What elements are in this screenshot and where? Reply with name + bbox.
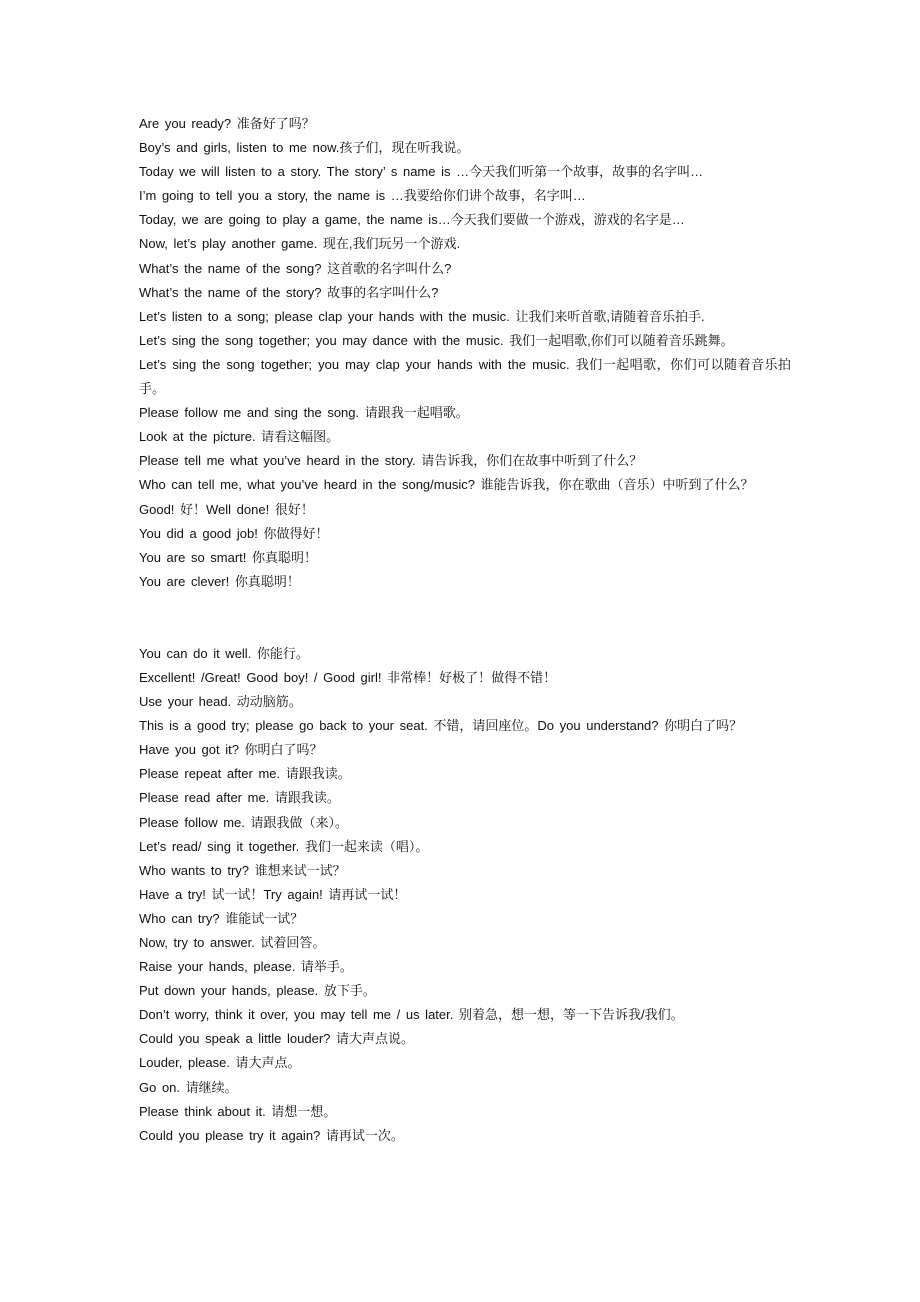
phrase-line: Let’s sing the song together; you may dance with the music. 我们一起唱歌,你们可以随着音乐跳舞。 xyxy=(139,332,734,348)
phrase-line: Put down your hands, please. 放下手。 xyxy=(139,983,376,999)
phrase-line: You are clever! 你真聪明！ xyxy=(139,573,300,589)
phrase-line: Good! 好！Well done! 很好！ xyxy=(139,501,314,517)
phrase-line: Now, try to answer. 试着回答。 xyxy=(139,935,326,950)
phrase-line: Have you got it? 你明白了吗？ xyxy=(139,742,323,758)
phrase-line: Please follow me. 请跟我做（来）。 xyxy=(139,814,348,830)
phrase-line: This is a good try; please go back to your seat. 不错，请回座位。Do you understand? 你明白了吗？ xyxy=(139,718,743,734)
phrase-line: Who can try? 谁能试一试？ xyxy=(139,910,304,926)
phrase-line: Today, we are going to play a game, the name is…今天我们要做一个游戏，游戏的名字是… xyxy=(139,212,685,228)
phrase-line: Who can tell me, what you’ve heard in the song/music? 谁能告诉我，你在歌曲（音乐）中听到了什么？ xyxy=(139,477,754,493)
section-gap xyxy=(139,594,791,642)
phrase-line: Today we will listen to a story. The story’ s name is …今天我们听第一个故事，故事的名字叫… xyxy=(139,164,704,180)
phrase-line: Don’t worry, think it over, you may tell me / us later. 别着急，想一想，等一下告诉我/我们。 xyxy=(139,1007,684,1023)
phrase-line: Have a try! 试一试！Try again! 请再试一试！ xyxy=(139,886,407,902)
phrase-line: You did a good job! 你做得好！ xyxy=(139,525,329,541)
phrase-line: Boy’s and girls, listen to me now.孩子们，现在听我说。 xyxy=(139,140,470,156)
phrase-line: Please repeat after me. 请跟我读。 xyxy=(139,766,351,782)
phrase-line: Please tell me what you’ve heard in the story. 请告诉我，你们在故事中听到了什么？ xyxy=(139,453,643,469)
phrase-line: You can do it well. 你能行。 xyxy=(139,645,309,661)
phrase-line: Use your head. 动动脑筋。 xyxy=(139,694,302,710)
phrase-line: Raise your hands, please. 请举手。 xyxy=(139,959,353,975)
document-content xyxy=(139,112,791,1148)
phrase-line: Let’s read/ sing it together. 我们一起来读（唱）。 xyxy=(139,838,429,854)
phrase-list-2 xyxy=(139,642,791,1148)
phrase-line: Excellent! /Great! Good boy! / Good girl! 非常棒！好极了！做得不错！ xyxy=(139,669,557,685)
phrase-line: You are so smart! 你真聪明！ xyxy=(139,549,318,565)
phrase-line: Let’s sing the song together; you may clap your hands with the music. 我们一起唱歌，你们可以随着音乐拍手。 xyxy=(139,356,791,397)
phrase-line: Are you ready? 准备好了吗？ xyxy=(139,116,315,131)
phrase-line: Please read after me. 请跟我读。 xyxy=(139,790,340,806)
phrase-line: Louder, please. 请大声点。 xyxy=(139,1055,301,1071)
phrase-line: Please follow me and sing the song. 请跟我一起唱歌。 xyxy=(139,405,469,421)
phrase-line: Please think about it. 请想一想。 xyxy=(139,1103,337,1119)
phrase-line: Go on. 请继续。 xyxy=(139,1079,238,1095)
phrase-list-1 xyxy=(139,112,791,594)
phrase-line: What’s the name of the song? 这首歌的名字叫什么? xyxy=(139,260,452,276)
phrase-line: Let’s listen to a song; please clap your hands with the music. 让我们来听首歌,请随着音乐拍手. xyxy=(139,308,705,324)
phrase-line: What’s the name of the story? 故事的名字叫什么? xyxy=(139,284,439,300)
phrase-line: Could you please try it again? 请再试一次。 xyxy=(139,1127,404,1143)
phrase-line: Who wants to try? 谁想来试一试？ xyxy=(139,862,346,878)
phrase-line: Look at the picture. 请看这幅图。 xyxy=(139,429,340,445)
phrase-line: Now, let’s play another game. 现在,我们玩另一个游戏. xyxy=(139,236,461,252)
phrase-line: Could you speak a little louder? 请大声点说。 xyxy=(139,1031,415,1047)
phrase-line: I’m going to tell you a story, the name is …我要给你们讲个故事，名字叫… xyxy=(139,188,586,204)
